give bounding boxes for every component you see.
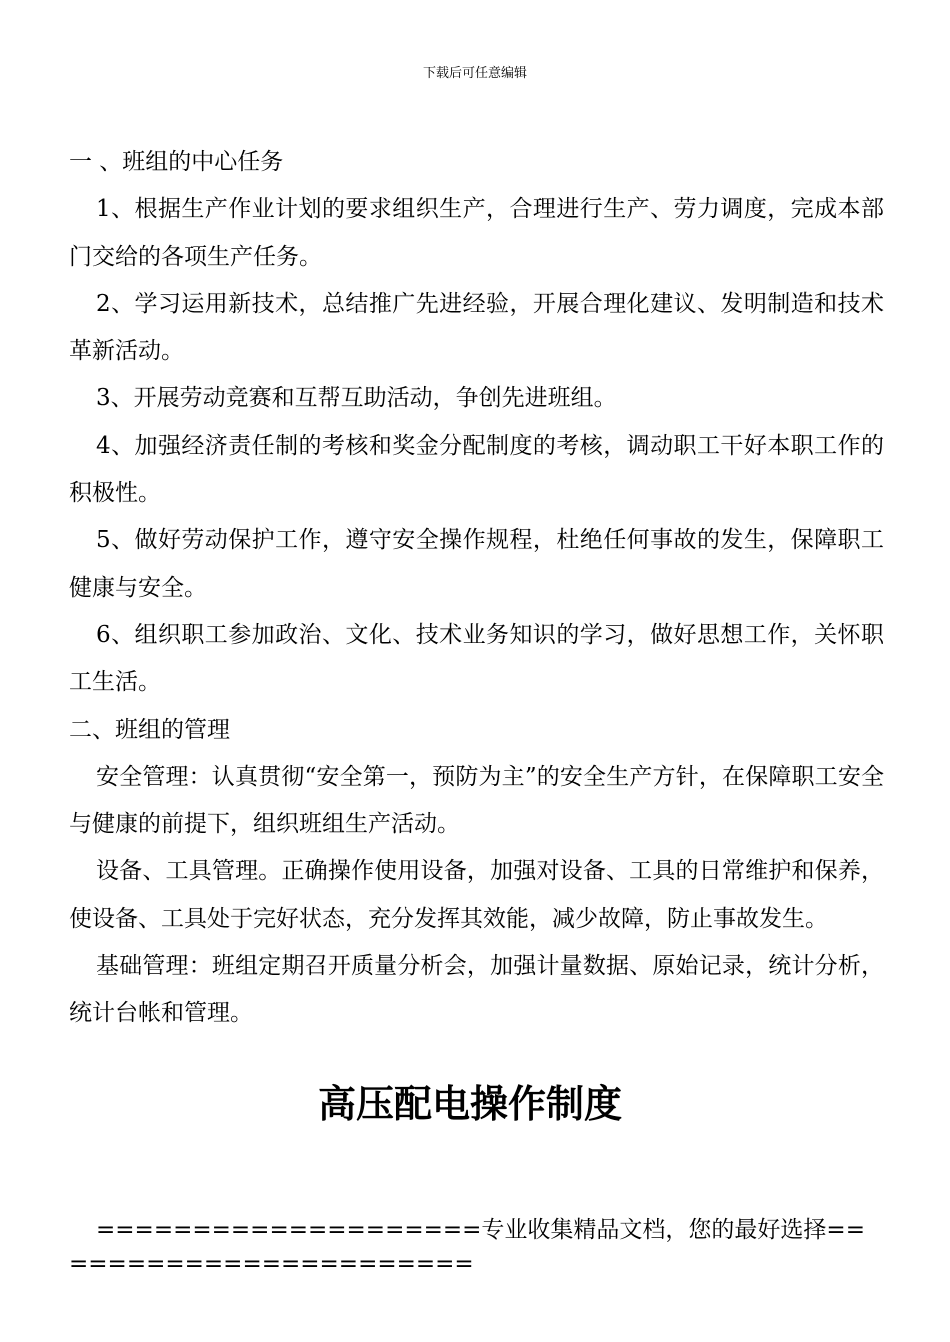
paragraph-task-6: 6、组织职工参加政治、文化、技术业务知识的学习，做好思想工作，关怀职工生活。 <box>69 621 884 696</box>
header-note: 下载后可任意编辑 <box>422 66 527 81</box>
section-heading-1: 一 、班组的中心任务 <box>69 149 284 175</box>
paragraph-basic-management: 基础管理：班组定期召开质量分析会，加强计量数据、原始记录，统计分析，统计台帐和管理。 <box>69 953 884 1027</box>
document-title: 高压配电操作制度 <box>317 1082 622 1126</box>
document-body <box>69 139 884 1038</box>
paragraph-equipment-management: 设备、工具管理。正确操作使用设备，加强对设备、工具的日常维护和保养，使设备、工具处于完好状态，充分发挥其效能，减少故障，防止事故发生。 <box>69 858 884 932</box>
paragraph-task-5: 5、做好劳动保护工作，遵守安全操作规程，杜绝任何事故的发生，保障职工健康与安全。 <box>69 527 884 601</box>
paragraph-task-1: 1、根据生产作业计划的要求组织生产，合理进行生产、劳力调度，完成本部门交给的各项生产任务。 <box>69 196 884 270</box>
paragraph-safety-management: 安全管理：认真贯彻“安全第一，预防为主”的安全生产方针，在保障职工安全与健康的前提下，组织班组生产活动。 <box>69 763 884 838</box>
paragraph-task-2: 2、学习运用新技术，总结推广先进经验，开展合理化建议、发明制造和技术革新活动。 <box>69 290 884 365</box>
paragraph-task-3: 3、开展劳动竞赛和互帮互助活动，争创先进班组。 <box>96 385 617 412</box>
paragraph-task-4: 4、加强经济责任制的考核和奖金分配制度的考核，调动职工干好本职工作的积极性。 <box>69 432 884 507</box>
footer-note: ====================专业收集精品文档，您的最好选择======================= <box>69 1217 865 1277</box>
section-heading-2: 二、班组的管理 <box>69 716 230 743</box>
